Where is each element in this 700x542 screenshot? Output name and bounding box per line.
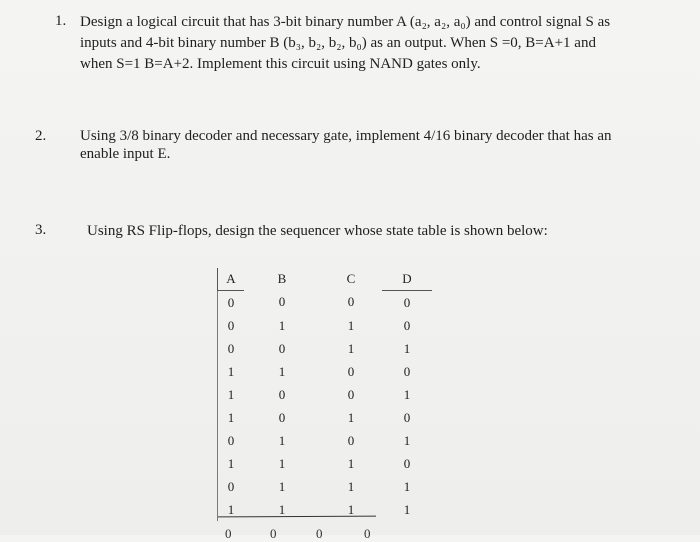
- cell-a: 0: [218, 291, 245, 315]
- table-row: [218, 337, 433, 360]
- header-c: C: [346, 271, 356, 287]
- table-row: [218, 291, 433, 315]
- question-1-line-3: when S=1 B=A+2. Implement this circuit using NAND gates only.: [80, 56, 481, 72]
- cell-c: 0: [347, 363, 355, 379]
- table-row: [218, 475, 433, 498]
- cut-cell-a: 0: [225, 526, 232, 541]
- cell-b: 1: [278, 317, 286, 333]
- cell-d: 1: [403, 478, 411, 494]
- cell-b: 1: [278, 432, 286, 448]
- table-row: [218, 360, 433, 383]
- cell-b: 1: [278, 455, 286, 471]
- cell-d: 0: [403, 455, 411, 471]
- cell-a: 1: [218, 406, 245, 429]
- question-1-number: 1.: [55, 13, 67, 29]
- cell-c: 1: [347, 340, 355, 356]
- cell-b: 1: [278, 363, 286, 379]
- cell-a: 1: [218, 360, 245, 383]
- cell-c: 0: [347, 294, 355, 310]
- table-row: [218, 314, 433, 337]
- cell-b: 0: [278, 340, 286, 356]
- cell-c: 1: [347, 409, 355, 425]
- cell-a: 1: [218, 498, 245, 521]
- header-a: A: [218, 268, 245, 291]
- cell-a: 0: [218, 475, 245, 498]
- cell-d: 0: [403, 409, 411, 425]
- cell-c: 0: [347, 386, 355, 402]
- cell-b: 0: [278, 386, 286, 402]
- cell-d: 1: [403, 386, 411, 402]
- table-row: [218, 406, 433, 429]
- cell-d: 0: [403, 294, 411, 310]
- cell-b: 1: [278, 478, 286, 494]
- cell-d: 1: [403, 501, 411, 517]
- question-2-text: [80, 127, 660, 163]
- cell-c: 1: [347, 317, 355, 333]
- state-table: [217, 268, 432, 521]
- question-2-line-1: Using 3/8 binary decoder and necessary gate, implement 4/16 binary decoder that has an: [80, 128, 612, 144]
- question-3-line-1: Using RS Flip-flops, design the sequencer whose state table is shown below:: [87, 223, 548, 239]
- cell-d: 0: [403, 363, 411, 379]
- cell-b: 0: [278, 409, 286, 425]
- cut-cell-d: 0: [364, 526, 371, 541]
- question-2-line-2: enable input E.: [80, 146, 171, 162]
- cell-d: 1: [403, 340, 411, 356]
- cell-a: 0: [218, 429, 245, 452]
- cell-c: 1: [347, 455, 355, 471]
- question-1-text: [80, 12, 680, 75]
- question-3-text: [87, 221, 647, 242]
- table-row: [218, 383, 433, 406]
- cell-a: 0: [218, 337, 245, 360]
- cut-cell-c: 0: [316, 526, 323, 541]
- question-2-number: 2.: [35, 128, 47, 144]
- cell-a: 0: [218, 314, 245, 337]
- table-row: [218, 452, 433, 475]
- cell-c: 1: [347, 478, 355, 494]
- cell-c: 0: [347, 432, 355, 448]
- state-table-header-row: [218, 268, 433, 291]
- table-row: [218, 429, 433, 452]
- cell-c: 1: [347, 501, 355, 517]
- question-1-line-1: Design a logical circuit that has 3-bit binary number A (a₂, a₂, a₀) and control signal S as: [80, 14, 611, 30]
- header-b: B: [277, 271, 287, 287]
- table-row: [218, 498, 433, 521]
- question-3-number: 3.: [35, 222, 47, 238]
- cell-d: 0: [403, 317, 411, 333]
- cell-a: 1: [218, 452, 245, 475]
- cell-b: 1: [278, 501, 286, 517]
- cell-d: 1: [403, 432, 411, 448]
- cell-a: 1: [218, 383, 245, 406]
- header-d: D: [382, 268, 432, 291]
- question-1-line-2: inputs and 4-bit binary number B (b₃, b₂, b₂, b₀) as an output. When S =0, B=A+1 and: [80, 35, 596, 51]
- cut-cell-b: 0: [270, 526, 277, 541]
- cell-b: 0: [278, 294, 286, 310]
